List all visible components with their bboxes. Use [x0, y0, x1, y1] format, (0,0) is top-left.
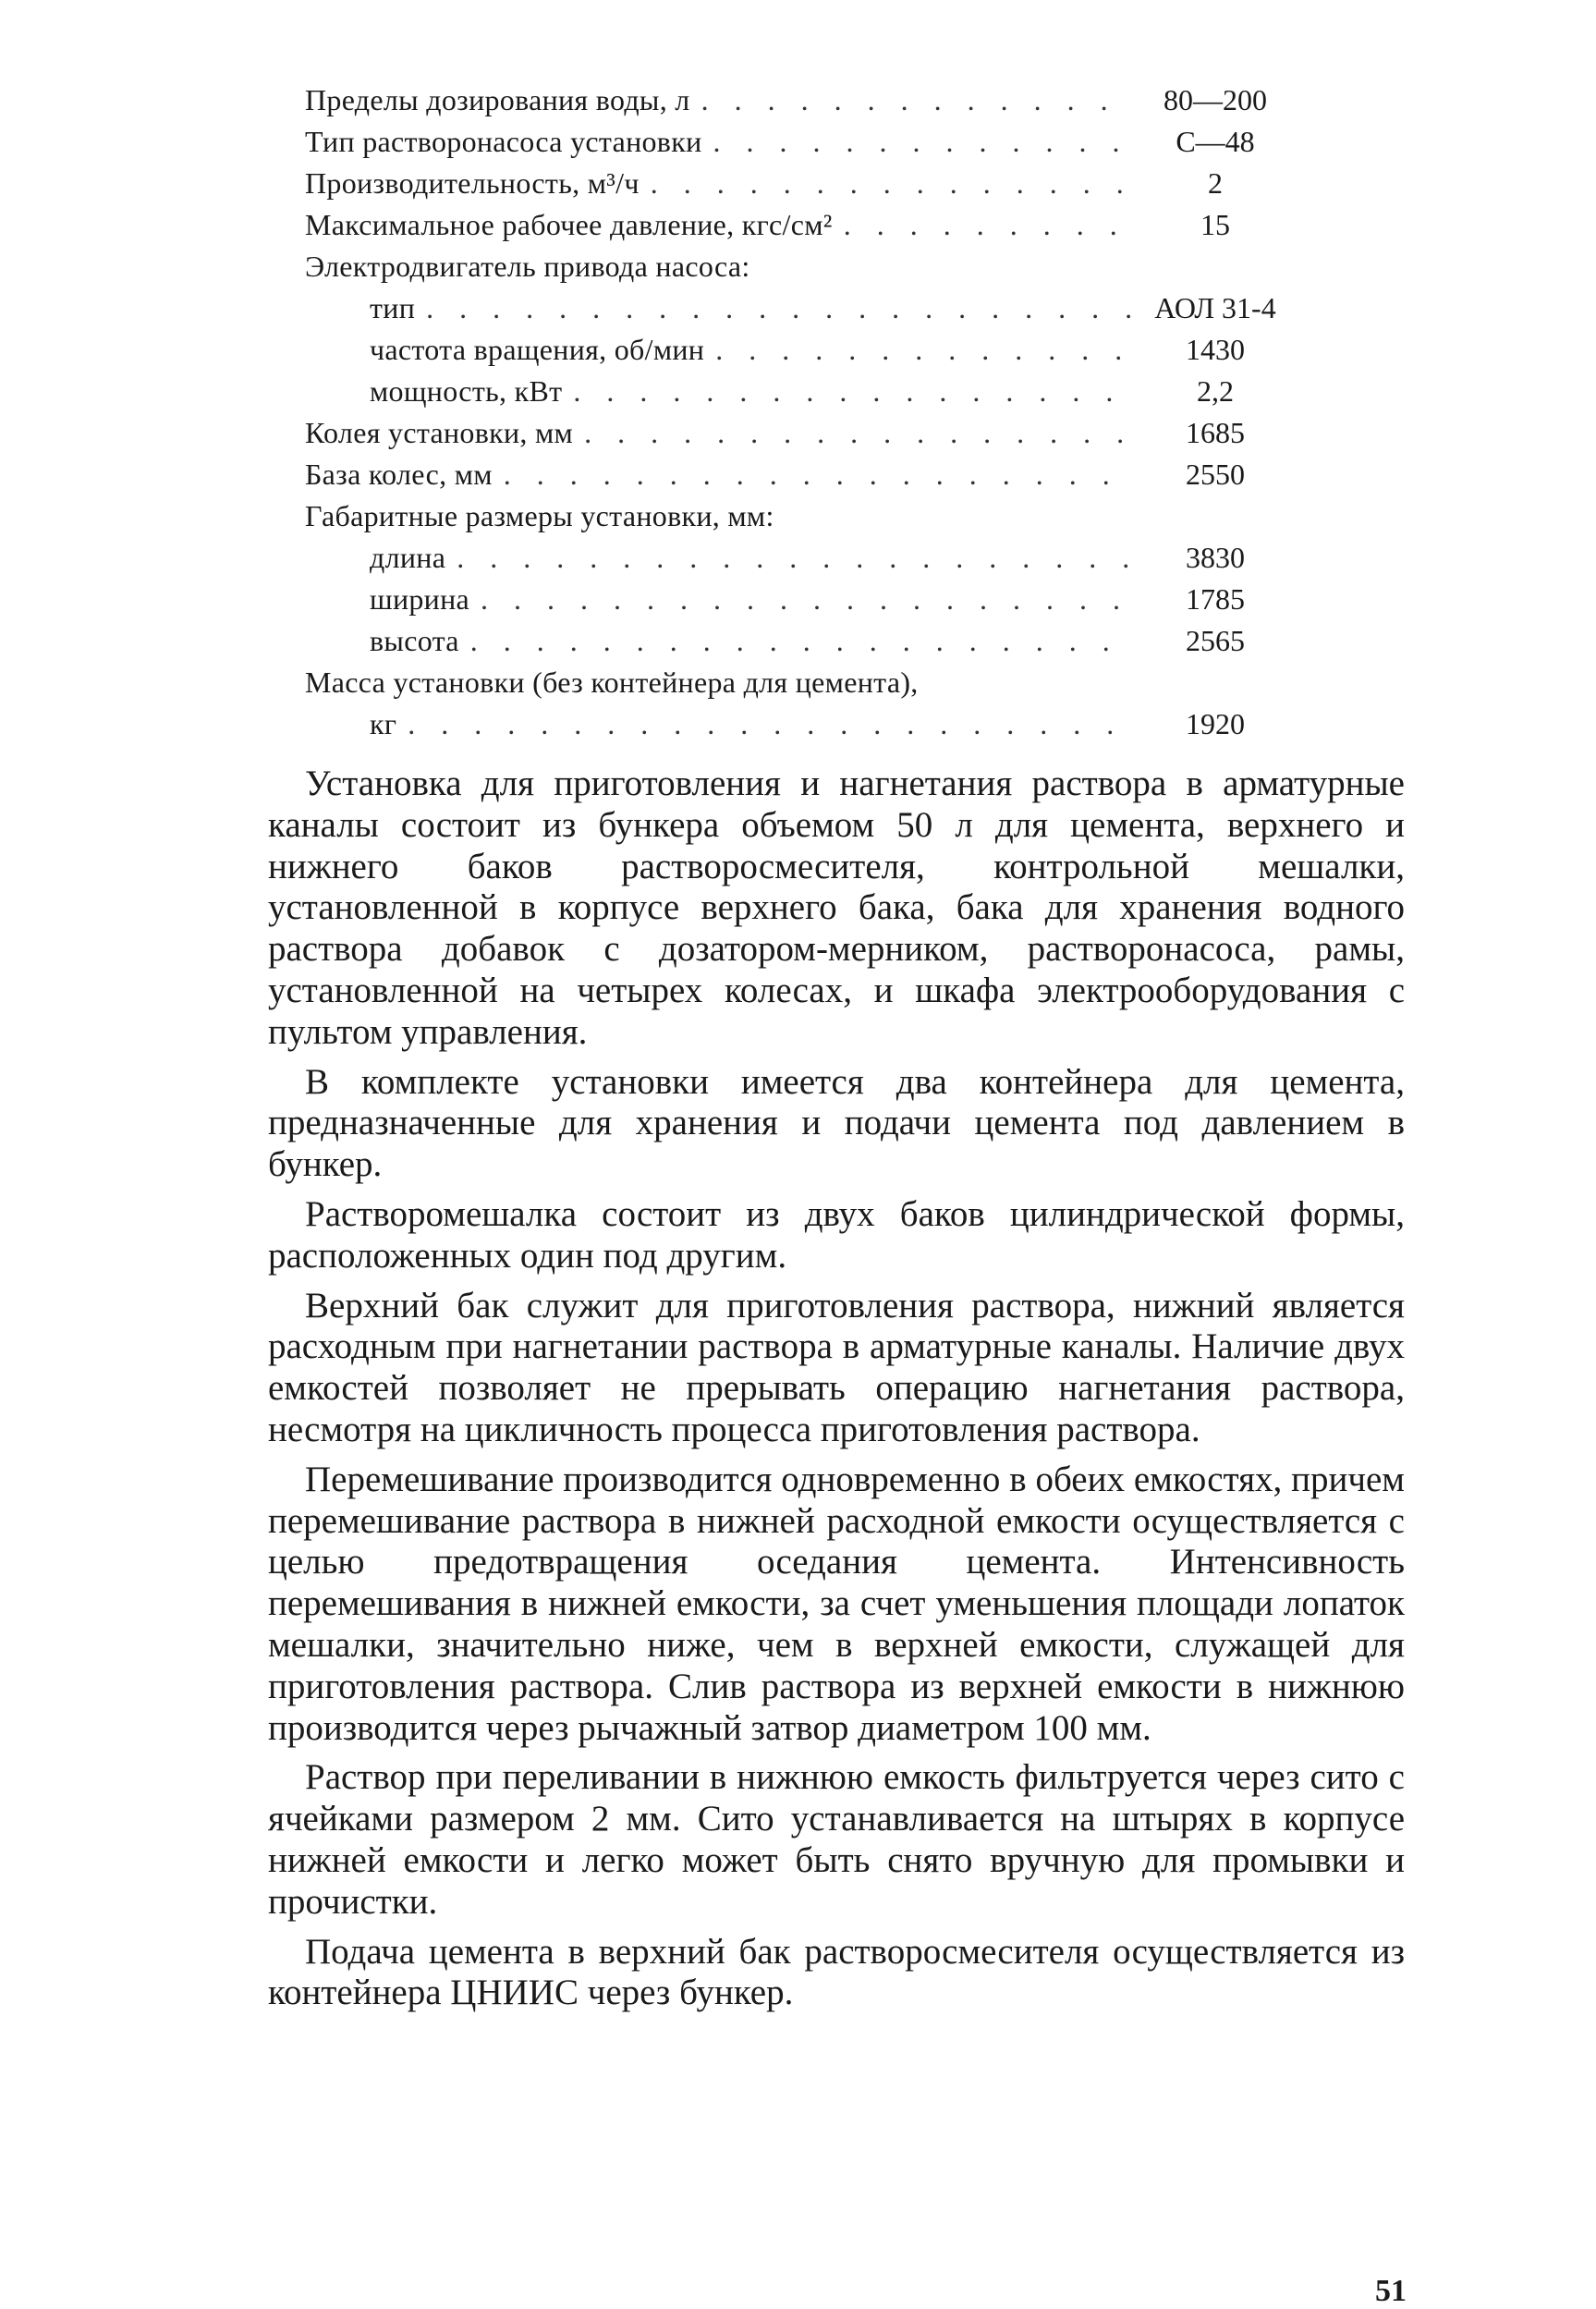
spec-label: ширина	[370, 582, 470, 616]
spec-label: Тип растворонасоса установки	[305, 125, 702, 158]
spec-label: Колея установки, мм	[305, 416, 574, 449]
leader-dots	[701, 79, 1135, 121]
spec-label: Производительность, м³/ч	[305, 166, 640, 200]
spec-value: 1430	[1186, 333, 1245, 366]
spec-row	[305, 79, 1285, 121]
spec-value: 1920	[1186, 707, 1245, 740]
spec-value: АОЛ 31-4	[1154, 291, 1276, 324]
leader-dots	[715, 329, 1135, 371]
spec-label: Масса установки (без контейнера для цемента),	[305, 666, 919, 699]
spec-value: 2565	[1186, 624, 1245, 657]
spec-value: 2550	[1186, 458, 1245, 491]
paragraph: Верхний бак служит для приготовления раствора, нижний является расходным при нагнетании раствора в арматурные каналы. Наличие двух емкостей позволяет не прерывать операцию нагнетания раствора, несмотря на цикличность процесса приготовления раствора.	[268, 1285, 1405, 1449]
leader-dots	[470, 620, 1135, 662]
leader-dots	[651, 163, 1135, 204]
spec-row	[305, 329, 1285, 371]
spec-row	[305, 204, 1285, 246]
spec-group-heading	[305, 246, 1285, 287]
spec-row	[305, 537, 1285, 579]
spec-row	[305, 287, 1285, 329]
spec-label: Пределы дозирования воды, л	[305, 83, 690, 116]
spec-value: 2	[1208, 166, 1223, 200]
spec-value: 1685	[1186, 416, 1245, 449]
page-number: 51	[1375, 2274, 1407, 2308]
paragraph: Раствор при переливании в нижнюю емкость фильтруется через сито с ячейками размером 2 мм. Сито устанавливается на штырях в корпусе нижней емкости и легко может быть снято вручную для промывки и прочистки.	[268, 1757, 1405, 1922]
spec-value: 80—200	[1163, 83, 1267, 116]
spec-label: База колес, мм	[305, 458, 493, 491]
spec-row	[305, 454, 1285, 495]
spec-group-heading	[305, 495, 1285, 537]
paragraph: В комплекте установки имеется два контейнера для цемента, предназначенные для хранения и подачи цемента под давлением в бункер.	[268, 1061, 1405, 1185]
spec-label: Максимальное рабочее давление, кгс/см²	[305, 208, 833, 241]
leader-dots	[504, 454, 1135, 495]
paragraph: Перемешивание производится одновременно в обеих емкостях, причем перемешивание раствора в нижней расходной емкости осуществляется с целью предотвращения оседания цемента. Интенсивность перемешивания в нижней емкости, за счет уменьшения площади лопаток мешалки, значительно ниже, чем в верхней емкости, служащей для приготовления раствора. Слив раствора из верхней емкости в нижнюю производится через рычажный затвор диаметром 100 мм.	[268, 1459, 1405, 1748]
spec-value: 2,2	[1197, 374, 1234, 408]
leader-dots	[844, 204, 1135, 246]
spec-row	[305, 121, 1285, 163]
spec-table	[305, 79, 1285, 745]
spec-row	[305, 163, 1285, 204]
leader-dots	[584, 412, 1135, 454]
spec-group-heading	[305, 662, 1285, 703]
leader-dots	[457, 537, 1135, 579]
paragraph: Установка для приготовления и нагнетания раствора в арматурные каналы состоит из бункера объемом 50 л для цемента, верхнего и нижнего баков растворосмесителя, контрольной мешалки, установленной в корпусе верхнего бака, бака для хранения водного раствора добавок с дозатором-мерником, растворонасоса, рамы, установленной на четырех колесах, и шкафа электрооборудования с пультом управления.	[268, 764, 1405, 1052]
body-text	[268, 764, 1405, 2022]
leader-dots	[426, 287, 1135, 329]
leader-dots	[408, 703, 1135, 745]
spec-row	[305, 371, 1285, 412]
spec-label: Габаритные размеры установки, мм:	[305, 499, 774, 532]
spec-label: тип	[370, 291, 416, 324]
spec-label: высота	[370, 624, 459, 657]
spec-label: частота вращения, об/мин	[370, 333, 705, 366]
spec-value: 3830	[1186, 541, 1245, 574]
spec-row	[305, 620, 1285, 662]
spec-row	[305, 412, 1285, 454]
leader-dots	[573, 371, 1135, 412]
spec-label: Электродвигатель привода насоса:	[305, 250, 750, 283]
paragraph: Растворомешалка состоит из двух баков цилиндрической формы, расположенных один под другим.	[268, 1193, 1405, 1276]
spec-row	[305, 579, 1285, 620]
spec-label: кг	[370, 707, 397, 740]
spec-value: 1785	[1186, 582, 1245, 616]
spec-value: 15	[1200, 208, 1230, 241]
leader-dots	[713, 121, 1136, 163]
spec-label: длина	[370, 541, 446, 574]
spec-row	[305, 703, 1285, 745]
paragraph: Подача цемента в верхний бак растворосмесителя осуществляется из контейнера ЦНИИС через бункер.	[268, 1931, 1405, 2013]
spec-value: С—48	[1176, 125, 1255, 158]
spec-label: мощность, кВт	[370, 374, 563, 408]
leader-dots	[481, 579, 1135, 620]
